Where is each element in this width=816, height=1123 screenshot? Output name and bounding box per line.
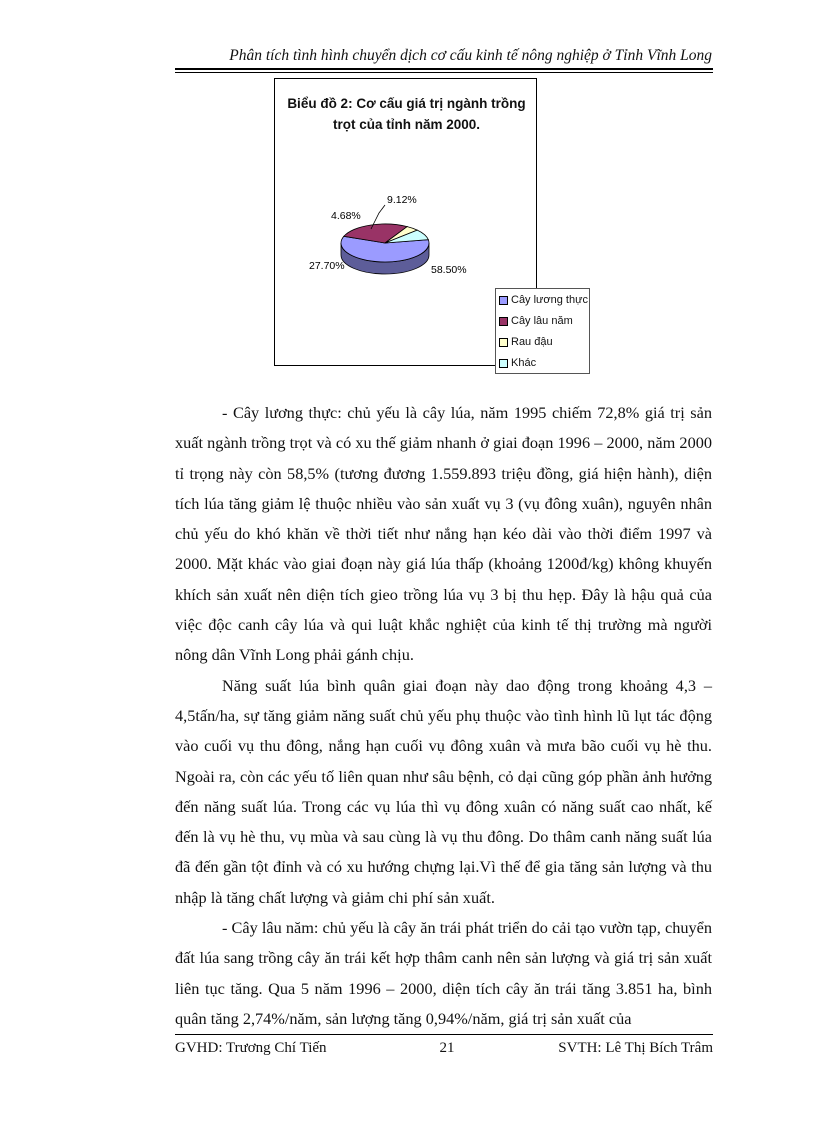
legend-swatch [499, 296, 508, 305]
paragraph-perennial-crops: - Cây lâu năm: chủ yếu là cây ăn trái phát triển do cải tạo vườn tạp, chuyển đất lúa sang trồng cây ăn trái kết hợp thâm canh nên sản lượng và giá trị sản xuất liên tục tăng. Qua 5 năm 1996 – 2000, diện tích cây ăn trái tăng 3.851 ha, bình quân tăng 2,74%/năm, sản lượng tăng 0,94%/năm, giá trị sản xuất của [175, 918, 712, 1028]
pie-data-label: 58.50% [431, 264, 467, 276]
body-text [175, 398, 712, 1034]
legend-label: Cây lương thực [511, 294, 588, 306]
legend-label: Khác [511, 357, 537, 369]
legend-swatch [499, 317, 508, 326]
pie-data-label: 9.12% [387, 194, 417, 206]
header-rule-thin [175, 72, 713, 73]
legend-item [499, 314, 573, 328]
pie-chart-figure [274, 78, 588, 369]
pie-data-label: 4.68% [331, 210, 361, 222]
header-rule [175, 68, 713, 70]
chart-legend [495, 288, 590, 374]
footer-rule [175, 1034, 713, 1035]
footer-advisor: GVHD: Trương Chí Tiến [175, 1040, 327, 1056]
legend-label: Rau đậu [511, 336, 553, 348]
paragraph-food-crops: - Cây lương thực: chủ yếu là cây lúa, năm 1995 chiếm 72,8% giá trị sản xuất ngành trồng trọt và có xu thế giảm nhanh ở giai đoạn 1996 – 2000, năm 2000 tỉ trọng này còn 58,5% (tương đương 1.559.893 triệu đồng, giá hiện hành), diện tích lúa tăng giảm lệ thuộc nhiều vào sản xuất vụ 3 (vụ đông xuân), nguyên nhân chủ yếu do khó khăn về thời tiết như nắng hạn kéo dài vào thời điểm 1997 và 2000. Mặt khác vào giai đoạn này giá lúa thấp (khoảng 1200đ/kg) không khuyến khích sản xuất nên diện tích gieo trồng lúa vụ 3 bị thu hẹp. Đây là hậu quả của việc độc canh cây lúa và qui luật khắc nghiệt của kinh tế thị trường mà người nông dân Vĩnh Long phải gánh chịu. [175, 403, 712, 665]
legend-item [499, 293, 588, 307]
page-header-title: Phân tích tình hình chuyển dịch cơ cấu kinh tế nông nghiệp ở Tỉnh Vĩnh Long [229, 47, 712, 64]
legend-swatch [499, 338, 508, 347]
legend-label: Cây lâu năm [511, 315, 573, 327]
footer-student: SVTH: Lê Thị Bích Trâm [558, 1040, 713, 1056]
chart-title-line-1: Biểu đồ 2: Cơ cấu giá trị ngành trồng [287, 96, 526, 111]
pie-data-label: 27.70% [309, 260, 345, 272]
legend-swatch [499, 359, 508, 368]
paragraph-rice-yield: Năng suất lúa bình quân giai đoạn này dao động trong khoảng 4,3 – 4,5tấn/ha, sự tăng giảm năng suất chủ yếu phụ thuộc vào tình hình lũ lụt tác động vào cuối vụ thu đông, nắng hạn cuối vụ đông xuân và mưa bão cuối vụ hè thu. Ngoài ra, còn các yếu tố liên quan như sâu bệnh, cỏ dại cũng góp phần ảnh hưởng đến năng suất lúa. Trong các vụ lúa thì vụ đông xuân có năng suất cao nhất, kế đến là vụ hè thu, vụ mùa và sau cùng là vụ thu đông. Do thâm canh năng suất lúa đã đến gần tột đỉnh và có xu hướng chựng lại.Vì thế để gia tăng sản lượng và thu nhập là tăng chất lượng và giảm chi phí sản xuất. [175, 675, 712, 907]
chart-title-line-2: trọt của tỉnh năm 2000. [332, 117, 481, 132]
legend-item [499, 356, 536, 370]
footer-page-number: 21 [439, 1040, 455, 1056]
legend-item [499, 335, 553, 349]
